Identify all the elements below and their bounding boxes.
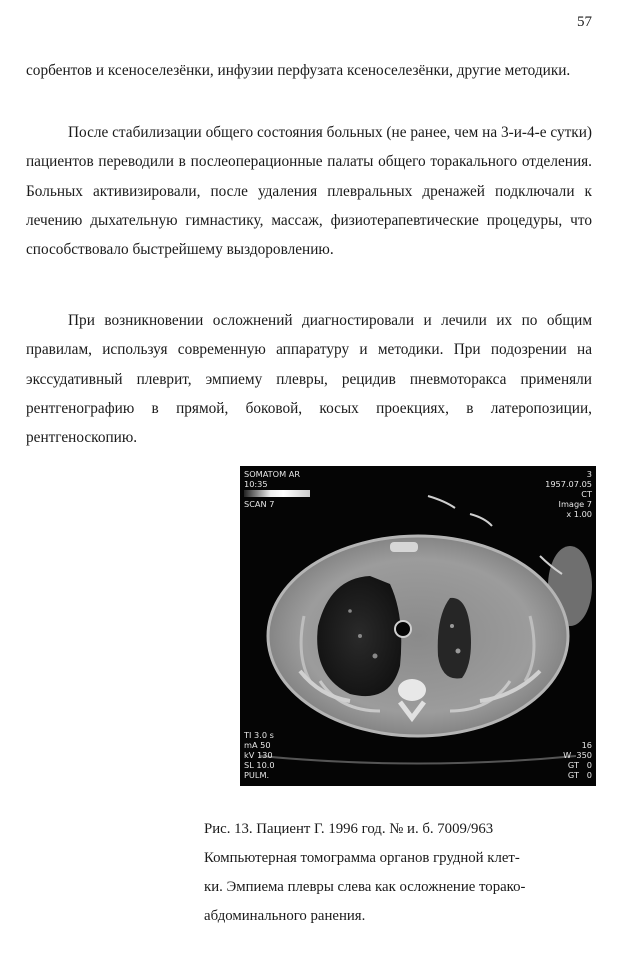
- ct-scan-image: [240, 466, 596, 786]
- ct-overlay-bottom-right: 16 W 350 GT 0 GT 0: [563, 740, 592, 780]
- paragraph-text: сорбентов и ксеноселезёнки, инфузии перфузата ксеноселезёнки, другие методики.: [26, 62, 571, 79]
- vessel-dot: [373, 654, 378, 659]
- sternum: [390, 542, 418, 552]
- caption-line: абдоминального ранения.: [204, 908, 366, 924]
- paragraph-text: При возникновении осложнений диагностировали и лечили их по общим правилам, используя современную аппаратуру и методики. При подозрении на экссудативный плеврит, эмпиему плевры, рецидив пневмоторакса применяли рентгенографию в прямой, боковой, косых проекциях, в латеропозиции, рентгеноскопию.: [26, 312, 592, 447]
- vessel-dot: [456, 649, 461, 654]
- caption-line: ки. Эмпиема плевры слева как осложнение торако-: [204, 879, 526, 895]
- trachea: [395, 621, 411, 637]
- paragraph-2: [26, 118, 592, 264]
- paragraph-3: [26, 306, 592, 452]
- caption-line: Компьютерная томограмма органов грудной клет-: [204, 850, 520, 866]
- ct-overlay-top-left: SOMATOM AR 10:35 SCAN 7: [244, 469, 301, 509]
- page-number: 57: [577, 14, 592, 30]
- paragraph-1: [26, 56, 592, 85]
- vertebra: [398, 679, 426, 701]
- drain-tube: [428, 496, 455, 508]
- paragraph-text: После стабилизации общего состояния больных (не ранее, чем на 3-и-4-е сутки) пациентов переводили в послеоперационные палаты общего торакального отделения. Больных активизировали, после удаления плевральных дренажей подключали к лечению дыхательную гимнастику, массаж, физиотерапевтические процедуры, что способствовало быстрейшему выздоровлению.: [26, 124, 592, 259]
- figure-caption: [204, 815, 594, 931]
- caption-line: Рис. 13. Пациент Г. 1996 год. № и. б. 7009/963: [204, 821, 494, 837]
- vessel-dot: [450, 624, 454, 628]
- ct-scan-graphic: [240, 466, 596, 786]
- vessel-dot: [358, 634, 362, 638]
- drain-tube: [470, 514, 492, 526]
- ct-overlay-bottom-left: TI 3.0 s mA 50 kV 130 SL 10.0 PULM.: [244, 730, 275, 780]
- ct-overlay-top-right: 3 1957.07.05 CT Image 7 x 1.00: [545, 469, 592, 519]
- scanner-table: [260, 756, 576, 764]
- vessel-dot: [348, 609, 352, 613]
